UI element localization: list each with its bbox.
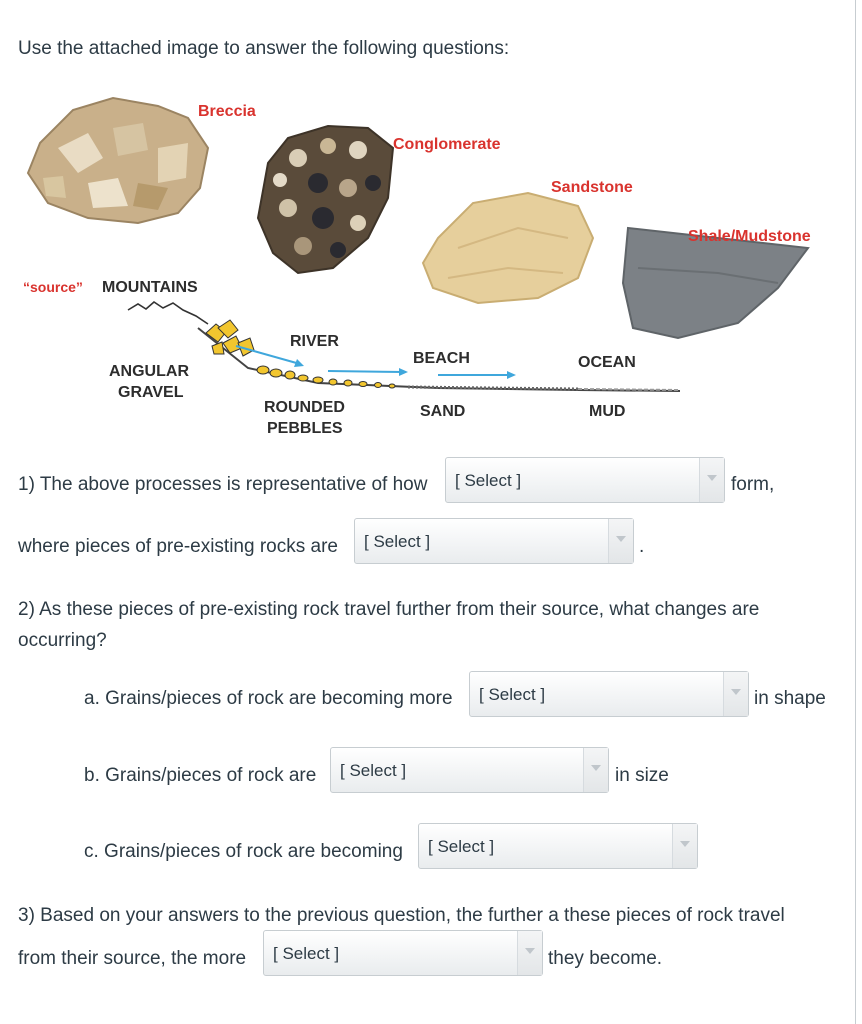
- conglomerate-label: Conglomerate: [393, 136, 501, 153]
- q2a-select[interactable]: [469, 671, 749, 717]
- q2a-select-arrow[interactable]: [723, 672, 748, 716]
- q1-text-d: .: [639, 536, 645, 557]
- q3-select-arrow[interactable]: [517, 931, 542, 975]
- chevron-down-icon: [525, 948, 535, 954]
- q3-text-a: 3) Based on your answers to the previous question, the further a these pieces of rock travel: [18, 905, 785, 926]
- q2c-select[interactable]: [418, 823, 698, 869]
- page-right-border: [855, 0, 856, 1024]
- beach-arrow: [438, 371, 516, 379]
- sand-texture: [408, 387, 578, 389]
- shale-mudstone-label: Shale/Mudstone: [688, 228, 811, 245]
- angular-label: ANGULAR: [109, 363, 189, 380]
- q2c-select-arrow[interactable]: [672, 824, 697, 868]
- beach-label: BEACH: [413, 350, 470, 367]
- chevron-down-icon: [616, 536, 626, 542]
- q1-text-c: where pieces of pre-existing rocks are: [18, 536, 338, 557]
- q2b-select[interactable]: [330, 747, 609, 793]
- q2b-select-arrow[interactable]: [583, 748, 608, 792]
- source-label: “source”: [23, 279, 83, 295]
- mountains-label: MOUNTAINS: [102, 279, 198, 296]
- q2-text-a: 2) As these pieces of pre-existing rock travel further from their source, what changes are: [18, 599, 760, 620]
- q3-text-c: they become.: [548, 948, 663, 969]
- q3-text-b: from their source, the more: [18, 948, 247, 969]
- chevron-down-icon: [707, 475, 717, 481]
- q2b-text: b. Grains/pieces of rock are: [84, 765, 317, 786]
- q2a-suffix: in shape: [754, 688, 826, 709]
- q3-select[interactable]: [263, 930, 543, 976]
- ocean-label: OCEAN: [578, 354, 636, 371]
- rounded-label: ROUNDED: [264, 399, 345, 416]
- q1-select-1[interactable]: [445, 457, 725, 503]
- gravel-label: GRAVEL: [118, 384, 184, 401]
- q2b-select-value: [ Select ]: [340, 761, 407, 780]
- q2b-suffix: in size: [615, 765, 669, 786]
- q2c-text: c. Grains/pieces of rock are becoming: [84, 841, 403, 862]
- q1-select-2[interactable]: [354, 518, 634, 564]
- river-arrow-2: [328, 368, 408, 376]
- angular-gravel-cluster: [206, 320, 254, 356]
- mountain-line: [128, 302, 208, 324]
- q2-text-b: occurring?: [18, 630, 107, 651]
- q1-select-2-value: [ Select ]: [364, 532, 431, 551]
- breccia-rock-image: [28, 98, 208, 223]
- q1-text-a: 1) The above processes is representative of how: [18, 474, 428, 495]
- breccia-label: Breccia: [198, 103, 256, 120]
- mud-texture: [578, 389, 680, 390]
- intro-text: Use the attached image to answer the following questions:: [18, 38, 510, 59]
- q1-select-1-value: [ Select ]: [455, 471, 522, 490]
- q2a-text: a. Grains/pieces of rock are becoming more: [84, 688, 453, 709]
- q2a-select-value: [ Select ]: [479, 685, 546, 704]
- sedimentary-rock-figure: [18, 88, 838, 448]
- mud-label: MUD: [589, 403, 626, 420]
- sandstone-rock-image: [423, 193, 593, 303]
- pebbles-label: PEBBLES: [267, 420, 343, 437]
- chevron-down-icon: [680, 841, 690, 847]
- river-label: RIVER: [290, 333, 339, 350]
- conglomerate-rock-image: [258, 126, 393, 273]
- q1-text-b: form,: [731, 474, 775, 495]
- sand-label: SAND: [420, 403, 466, 420]
- rounded-pebbles-cluster: [257, 366, 395, 388]
- sandstone-label: Sandstone: [551, 179, 633, 196]
- figure-svg: [18, 88, 838, 448]
- q1-select-1-arrow[interactable]: [699, 458, 724, 502]
- chevron-down-icon: [591, 765, 601, 771]
- q3-select-value: [ Select ]: [273, 944, 340, 963]
- q1-select-2-arrow[interactable]: [608, 519, 633, 563]
- q2c-select-value: [ Select ]: [428, 837, 495, 856]
- chevron-down-icon: [731, 689, 741, 695]
